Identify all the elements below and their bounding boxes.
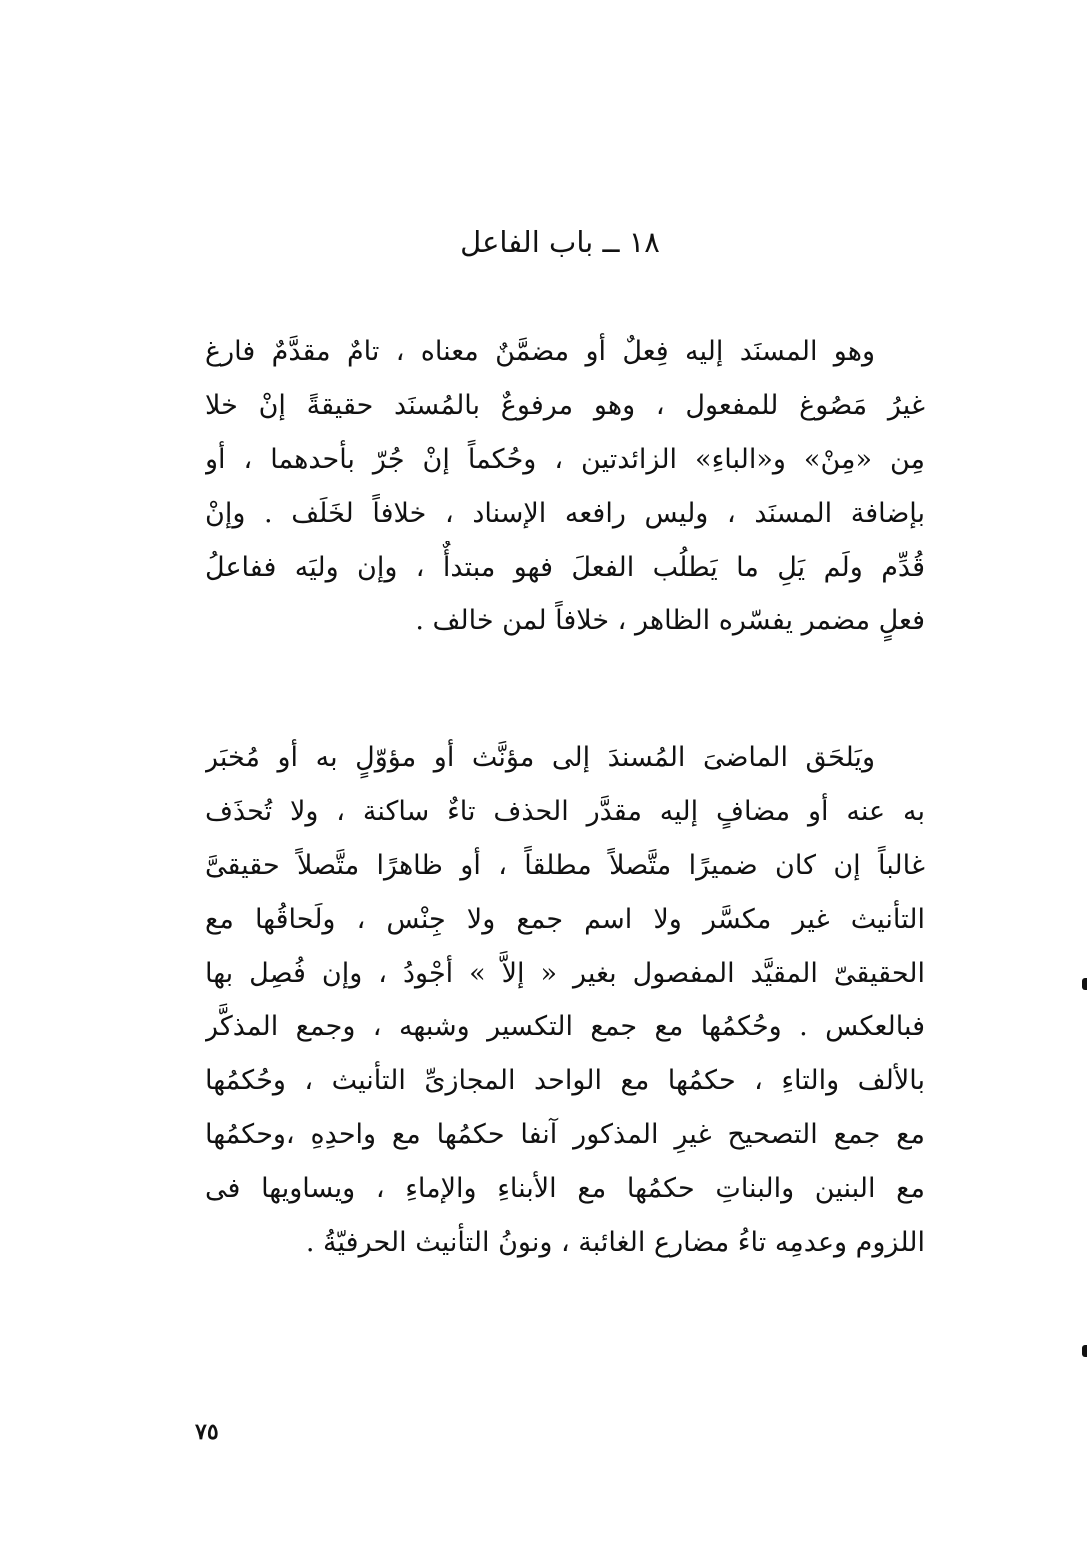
- text-line: غيرُ مَصُوغ للمفعول ، وهو مرفوعٌ بالمُسنَد حقيقةً إنْ خلا: [205, 389, 925, 421]
- chapter-title-text: باب الفاعل: [460, 225, 594, 259]
- text-line: بإضافة المسنَد ، وليس رافعه الإسناد ، خلافاً لخَلَف . وإنْ: [205, 497, 925, 529]
- chapter-heading: [360, 218, 760, 266]
- text-line: الحقيقىّ المقيَّد المفصول بغير « إلاَّ » أجْودُ ، وإن فُصِل بها: [205, 957, 925, 989]
- text-line: غالباً إن كان ضميرًا متَّصلاً مطلقاً ، أو ظاهرًا متَّصلاً حقيقىَّ: [205, 849, 925, 881]
- paragraph-1: [205, 325, 925, 648]
- text-line: قُدِّم ولَم يَلِ ما يَطلُب الفعلَ فهو مبتدأٌ ، وإن وليَه ففاعلُ: [205, 551, 925, 583]
- paragraph-2: [205, 731, 925, 1270]
- text-line: مع جمع التصحيح غيرِ المذكور آنفا حكمُها مع واحدِهِ ،وحكمُها: [205, 1119, 925, 1151]
- page-number: ٧٥: [195, 1419, 219, 1445]
- text-line: وهو المسنَد إليه فِعلٌ أو مضمَّنٌ معناه ، تامٌ مقدَّمٌ فارغ: [205, 336, 875, 367]
- text-line: مع البنين والبناتِ حكمُها مع الأبناءِ والإماءِ ، ويساويها فى: [205, 1173, 925, 1205]
- text-line: مِن «مِنْ» و«الباءِ» الزائدتين ، وحُكماً إنْ جُرّ بأحدهما ، أو: [205, 443, 925, 475]
- text-line: فبالعكس . وحُكمُها مع جمع التكسير وشبهه ، وجمع المذكَّر: [205, 1011, 925, 1043]
- text-line: ويَلحَق الماضىَ المُسندَ إلى مؤنَّث أو مؤوّلٍ به أو مُخبَر: [205, 742, 875, 773]
- scan-edge-mark: [1082, 1345, 1087, 1357]
- text-line: التأنيث غير مكسَّر ولا اسم جمع ولا جِنْس ، ولَحاقُها مع: [205, 903, 925, 935]
- chapter-number: ١٨: [628, 225, 660, 259]
- text-line: فعلٍ مضمر يفسّره الظاهر ، خلافاً لمن خالف .: [415, 605, 925, 637]
- text-line: بالألف والتاءِ ، حكمُها مع الواحد المجازىِّ التأنيث ، وحُكمُها: [205, 1065, 925, 1097]
- text-line: اللزوم وعدمِه تاءُ مضارع الغائبة ، ونونُ التأنيث الحرفيّةُ .: [305, 1227, 925, 1259]
- chapter-dash: ــ: [602, 225, 620, 259]
- text-line: به عنه أو مضافٍ إليه مقدَّر الحذف تاءٌ ساكنة ، ولا تُحذَف: [205, 795, 925, 827]
- scan-edge-mark: [1082, 978, 1087, 990]
